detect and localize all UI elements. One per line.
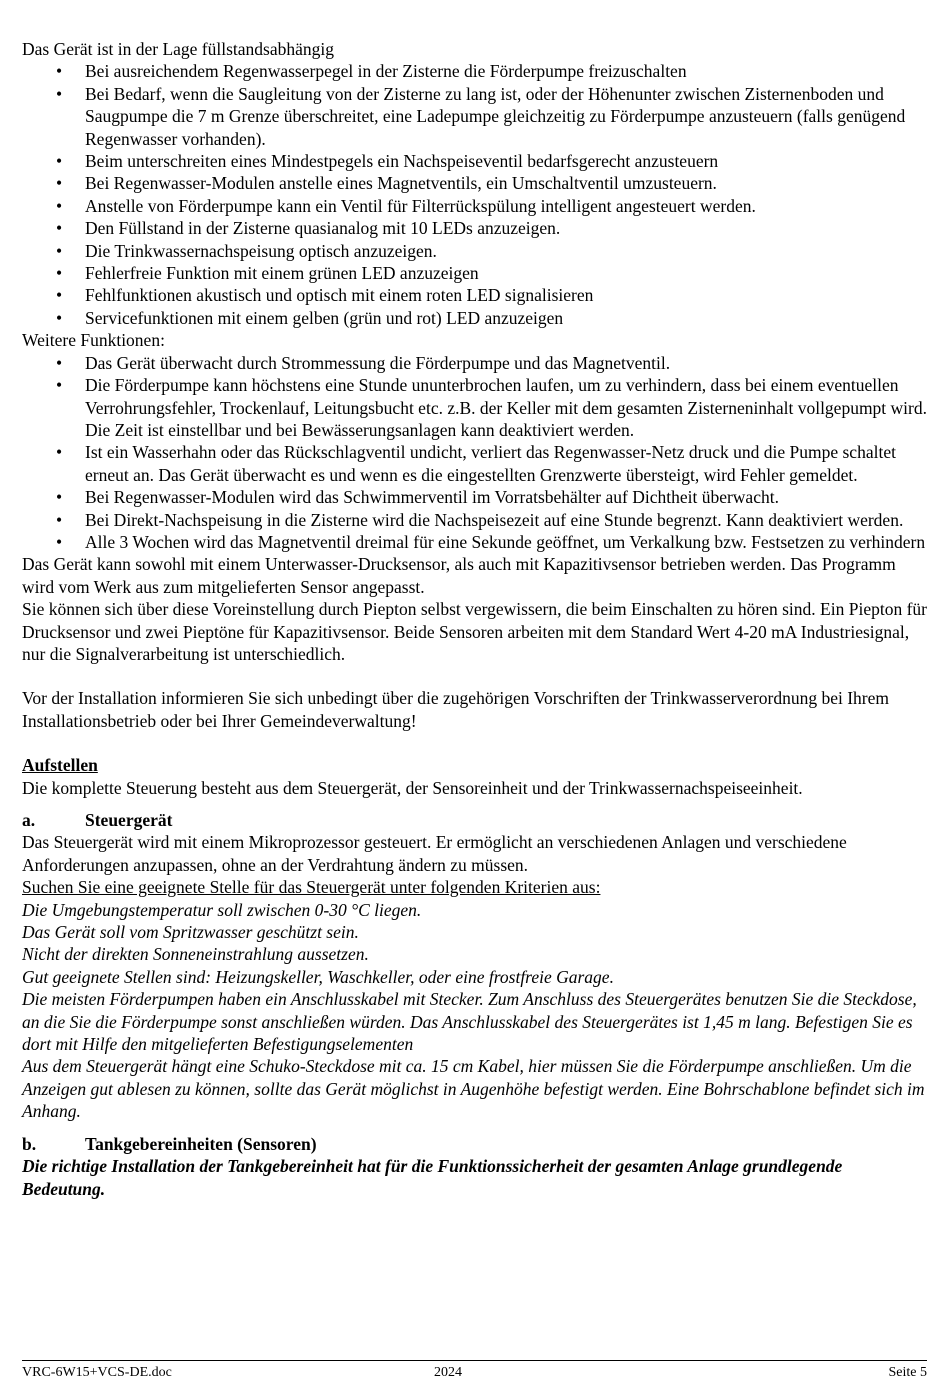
bullet-icon: • — [56, 487, 63, 508]
footer-page-number: Seite 5 — [888, 1365, 927, 1380]
list-item: • Das Gerät überwacht durch Strommessung die Förderpumpe und das Magnetventil. — [56, 352, 671, 373]
further-functions-heading: Weitere Funktionen: — [22, 330, 165, 351]
criteria-line: Das Gerät soll vom Spritzwasser geschützt sein. — [22, 922, 359, 943]
bullet-icon: • — [56, 375, 63, 396]
list-item: • Bei Bedarf, wenn die Saugleitung von der Zisterne zu lang ist, oder der Höhenunter zwischen Zisternenboden und Saugpumpe die 7 m Grenze überschreitet, eine Ladepumpe gleichzeitig zu Förderpumpe anzusteuern (falls genügend Regenwasser vorhanden). — [56, 83, 906, 149]
footer-year: 2024 — [434, 1365, 462, 1380]
page-footer — [22, 1360, 927, 1382]
bullet-icon: • — [56, 218, 63, 239]
sensor-paragraph: Das Gerät kann sowohl mit einem Unterwasser-Drucksensor, als auch mit Kapazitivsensor betrieben werden. Das Programm wird vom Werk aus zum mitgelieferten Sensor angepasst. — [22, 554, 896, 597]
criteria-line: Nicht der direkten Sonneneinstrahlung aussetzen. — [22, 944, 369, 965]
bullet-icon: • — [56, 509, 63, 530]
footer-filename: VRC-6W15+VCS-DE.doc — [22, 1365, 172, 1380]
setup-text: Die komplette Steuerung besteht aus dem Steuergerät, der Sensoreinheit und der Trinkwassernachspeiseeinheit. — [22, 777, 803, 798]
list-item: • Bei Direkt-Nachspeisung in die Zisterne wird die Nachspeisezeit auf eine Stunde begrenzt. Kann deaktiviert werden. — [56, 509, 904, 530]
section-a-heading — [22, 809, 927, 831]
list-item: • Den Füllstand in der Zisterne quasianalog mit 10 LEDs anzuzeigen. — [56, 218, 561, 239]
bullet-icon: • — [56, 442, 63, 463]
criteria-line: Aus dem Steuergerät hängt eine Schuko-Steckdose mit ca. 15 cm Kabel, hier müssen Sie die Förderpumpe anschließen. Um die Anzeigen gut ablesen zu können, sollte das Gerät möglichst in Augenhöhe befestigt werden. Eine Bohrschablone befindet sich im Anhang. — [22, 1056, 925, 1122]
criteria-line: Gut geeignete Stellen sind: Heizungskeller, Waschkeller, oder eine frostfreie Garage. — [22, 966, 614, 987]
list-item: • Fehlerfreie Funktion mit einem grünen LED anzuzeigen — [56, 263, 479, 284]
bullet-icon: • — [56, 263, 63, 284]
capability-list — [22, 60, 927, 329]
further-functions-list — [22, 352, 927, 554]
list-item: • Beim unterschreiten eines Mindestpegels ein Nachspeiseventil bedarfsgerecht anzusteuern — [56, 151, 719, 172]
list-item: • Bei ausreichendem Regenwasserpegel in der Zisterne die Förderpumpe freizuschalten — [56, 61, 687, 82]
setup-heading: Aufstellen — [22, 755, 98, 776]
bullet-icon: • — [56, 173, 63, 194]
bullet-icon: • — [56, 285, 63, 306]
list-item: • Ist ein Wasserhahn oder das Rückschlagventil undicht, verliert das Regenwasser-Netz druck und die Pumpe schaltet erneut an. Das Gerät überwacht es und wenn es die eingestellten Grenzwerte übersteigt, wird Fehler gemeldet. — [56, 442, 896, 485]
bullet-icon: • — [56, 531, 63, 552]
bullet-icon: • — [56, 352, 63, 373]
criteria-line: Die Umgebungstemperatur soll zwischen 0-30 °C liegen. — [22, 899, 422, 920]
section-number: a. — [22, 810, 36, 830]
list-item: • Fehlfunktionen akustisch und optisch mit einem roten LED signalisieren — [56, 285, 594, 306]
list-item: • Bei Regenwasser-Modulen wird das Schwimmerventil im Vorratsbehälter auf Dichtheit überwacht. — [56, 487, 779, 508]
section-b-heading — [22, 1133, 927, 1155]
list-item: • Alle 3 Wochen wird das Magnetventil dreimal für eine Sekunde geöffnet, um Verkalkung bzw. Festsetzen zu verhindern — [56, 531, 926, 552]
intro-text: Das Gerät ist in der Lage füllstandsabhängig — [22, 39, 334, 59]
section-a-text: Das Steuergerät wird mit einem Mikroprozessor gesteuert. Er ermöglicht an verschiedenen Anlagen und verschiedene Anforderungen anzupassen, ohne an der Verdrahtung ändern zu müssen. — [22, 832, 847, 875]
list-item: • Die Trinkwassernachspeisung optisch anzuzeigen. — [56, 240, 437, 261]
list-item-extra: Die Zeit ist einstellbar und bei Bewässerungsanlagen kann deaktiviert werden. — [85, 419, 635, 440]
criteria-heading: Suchen Sie eine geeignete Stelle für das Steuergerät unter folgenden Kriterien aus: — [22, 877, 601, 898]
installation-notice: Vor der Installation informieren Sie sich unbedingt über die zugehörigen Vorschriften der Trinkwasserverordnung bei Ihrem Installationsbetrieb oder bei Ihrer Gemeindeverwaltung! — [22, 688, 890, 731]
section-number: b. — [22, 1133, 37, 1154]
bullet-icon: • — [56, 83, 63, 104]
bullet-icon: • — [56, 195, 63, 216]
bullet-icon: • — [56, 151, 63, 172]
list-item: • Bei Regenwasser-Modulen anstelle eines Magnetventils, ein Umschaltventil umzusteuern. — [56, 173, 717, 194]
bullet-icon: • — [56, 240, 63, 261]
document-page — [22, 38, 927, 1200]
section-b-text: Die richtige Installation der Tankgebereinheit hat für die Funktionssicherheit der gesamten Anlage grundlegende Bedeutung. — [22, 1156, 843, 1199]
sensor-paragraph: Sie können sich über diese Voreinstellung durch Piepton selbst vergewissern, die beim Einschalten zu hören sind. Ein Piepton für Drucksensor und zwei Pieptöne für Kapazitivsensor. Beide Sensoren arbeiten mit dem Standard Wert 4-20 mA Industriesignal, nur die Signalverarbeitung ist unterschiedlich. — [22, 599, 927, 664]
list-item: • Die Förderpumpe kann höchstens eine Stunde ununterbrochen laufen, um zu verhindern, dass bei einem eventuellen Verrohrungsfehler, Trockenlauf, Leitungsbucht etc. z.B. der Keller mit dem gesamten Zisterneninhalt vollgepumpt wird. Die Zeit ist einstellbar und bei Bewässerungsanlagen kann deaktiviert werden. — [56, 375, 927, 440]
bullet-icon: • — [56, 307, 63, 328]
section-title: Tankgebereinheiten (Sensoren) — [85, 1133, 317, 1154]
list-item: • Servicefunktionen mit einem gelben (grün und rot) LED anzuzeigen — [56, 307, 564, 328]
criteria-line: Die meisten Förderpumpen haben ein Anschlusskabel mit Stecker. Zum Anschluss des Steuergerätes benutzen Sie die Steckdose, an die Sie die Förderpumpe sonst anschließen würden. Das Anschlusskabel des Steuergerätes ist 1,45 m lang. Befestigen Sie es dort mit Hilfe den mitgelieferten Befestigungselementen — [22, 989, 917, 1055]
section-title: Steuergerät — [85, 810, 173, 830]
list-item: • Anstelle von Förderpumpe kann ein Ventil für Filterrückspülung intelligent angesteuert werden. — [56, 195, 756, 216]
bullet-icon: • — [56, 61, 63, 82]
